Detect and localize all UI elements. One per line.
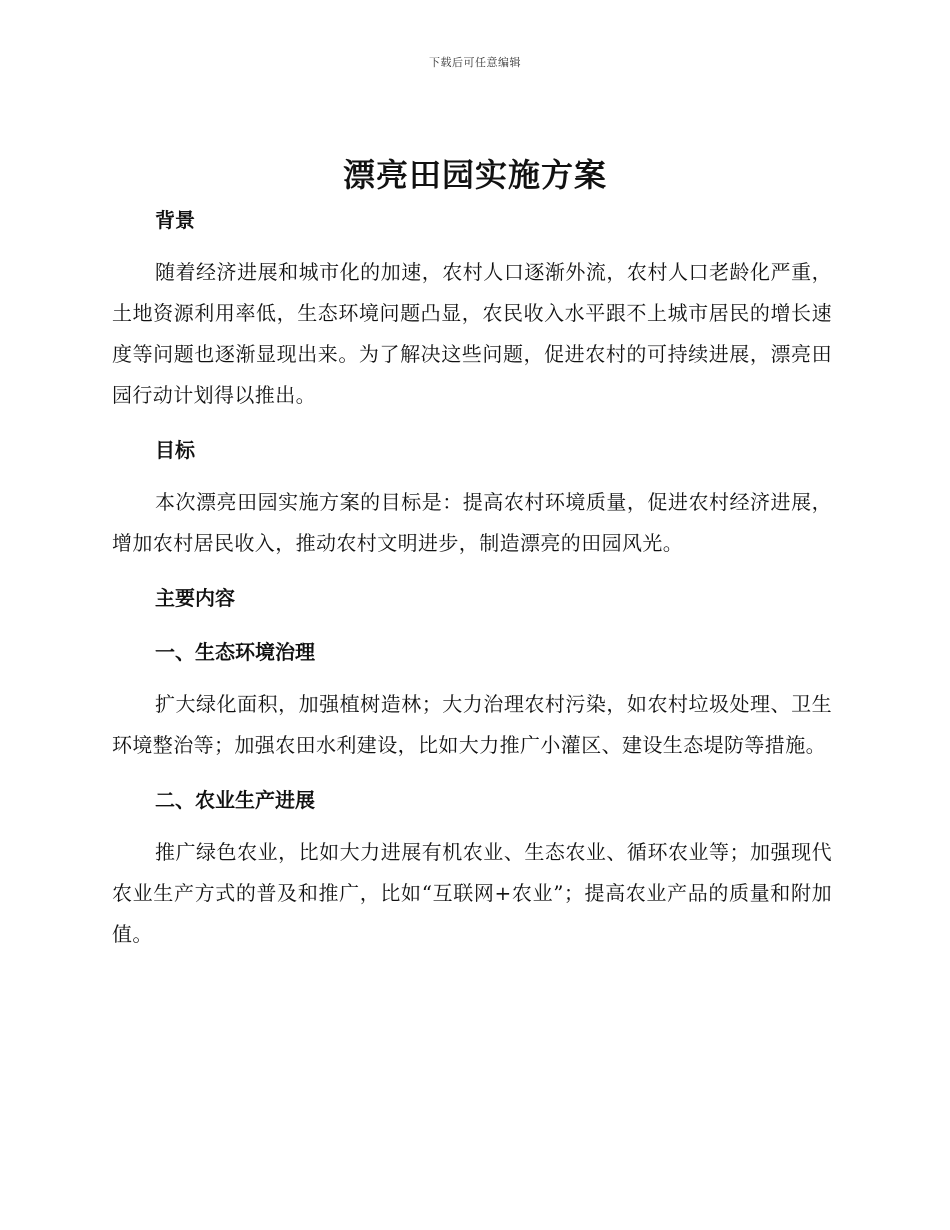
section-heading-main-content: 主要内容 bbox=[155, 586, 235, 610]
section-text-goal: 本次漂亮田园实施方案的目标是：提高农村环境质量，促进农村经济进展，增加农村居民收入，推动农村文明进步，制造漂亮的田园风光。 bbox=[112, 490, 832, 555]
subsection-text-agri: 推广绿色农业，比如大力进展有机农业、生态农业、循环农业等；加强现代农业生产方式的普及和推广，比如“互联网+农业”；提高农业产品的质量和附加值。 bbox=[112, 840, 832, 946]
header-note: 下载后可任意编辑 bbox=[429, 56, 521, 69]
section-text-background: 随着经济进展和城市化的加速，农村人口逐渐外流，农村人口老龄化严重，土地资源利用率低，生态环境问题凸显，农民收入水平跟不上城市居民的增长速度等问题也逐渐显现出来。为了解决这些问题，促进农村的可持续进展，漂亮田园行动计划得以推出。 bbox=[112, 260, 832, 407]
section-heading-background: 背景 bbox=[155, 208, 195, 232]
document-title: 漂亮田园实施方案 bbox=[342, 156, 607, 194]
subsection-heading-agri: 二、农业生产进展 bbox=[155, 788, 315, 812]
subsection-heading-eco: 一、生态环境治理 bbox=[155, 640, 315, 664]
section-heading-goal: 目标 bbox=[155, 438, 195, 462]
document-body bbox=[112, 200, 832, 955]
subsection-text-eco: 扩大绿化面积，加强植树造林；大力治理农村污染，如农村垃圾处理、卫生环境整治等；加强农田水利建设，比如大力推广小灌区、建设生态堤防等措施。 bbox=[112, 692, 832, 757]
